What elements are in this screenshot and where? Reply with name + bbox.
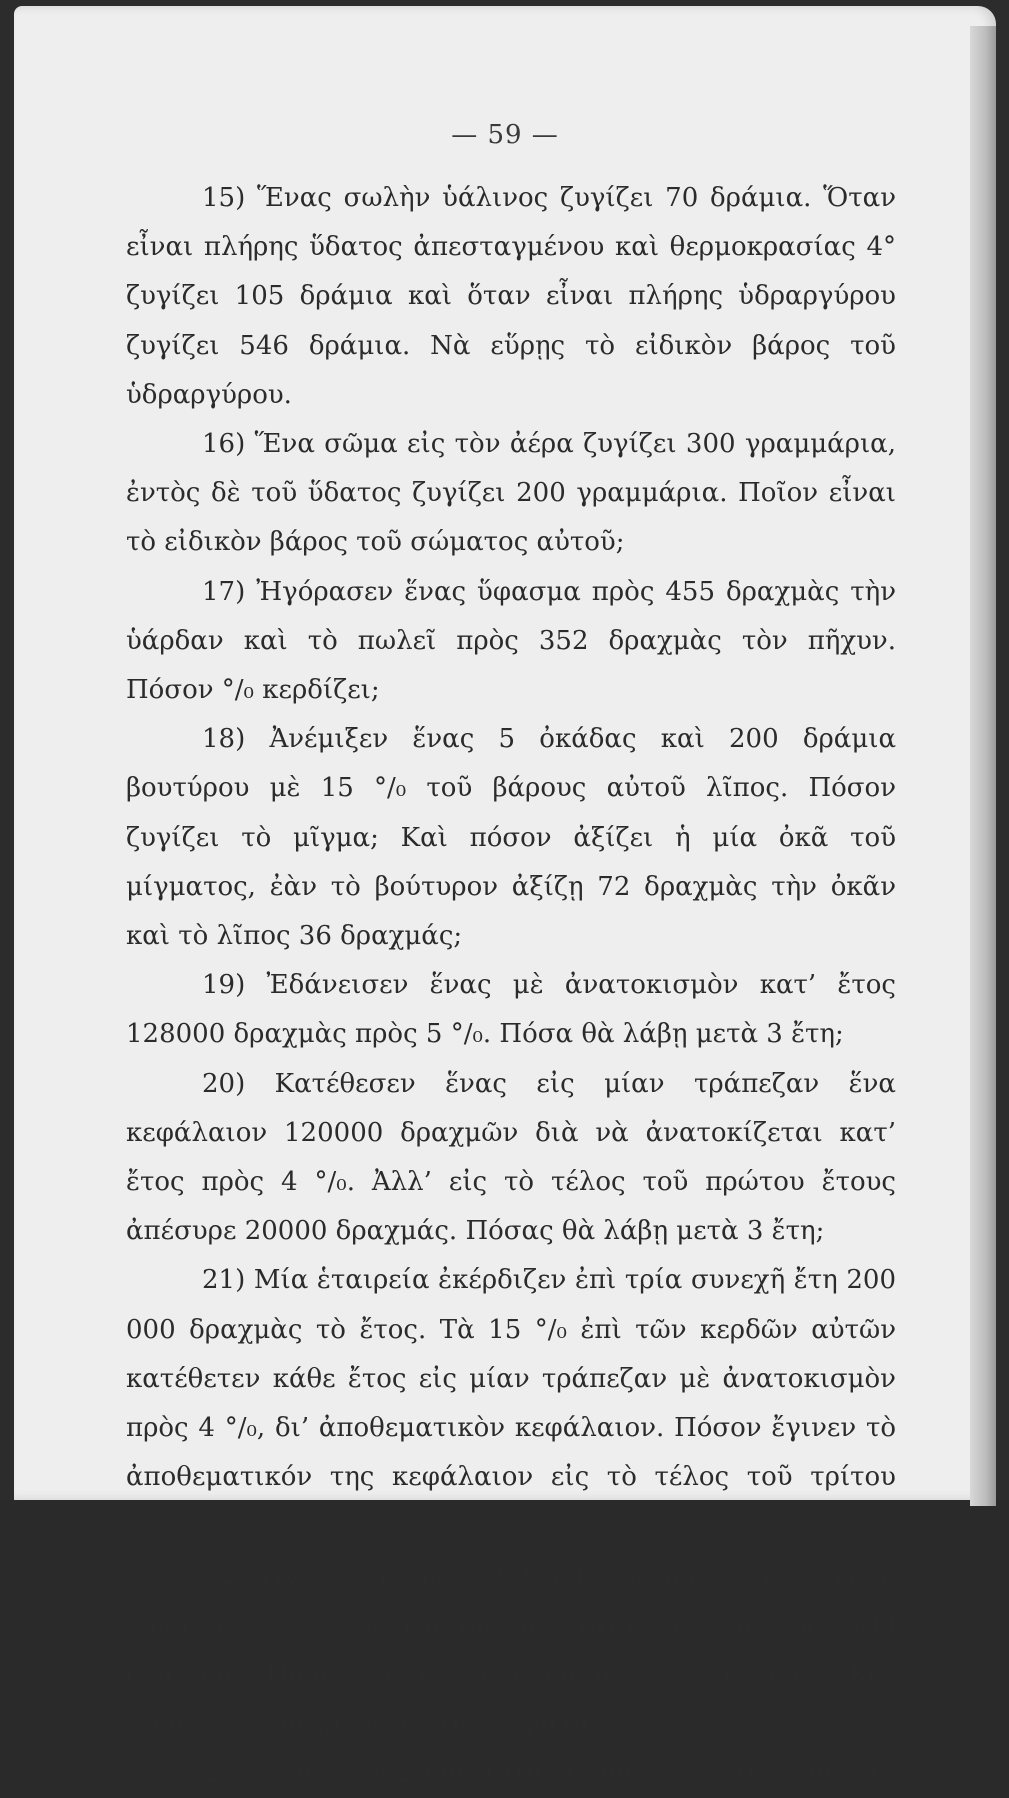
page-edge-shadow — [970, 26, 996, 1506]
problem-16: 16) Ἕνα σῶμα εἰς τὸν ἀέρα ζυγίζει 300 γραμμάρια, ἐντὸς δὲ τοῦ ὕδατος ζυγίζει 200 γραμμάρια. Ποῖον εἶναι τὸ εἰδικὸν βάρος τοῦ σώματος αὐτοῦ; — [126, 429, 896, 558]
problem-18: 18) Ἀνέμιξεν ἕνας 5 ὀκάδας καὶ 200 δράμια βουτύρου μὲ 15 °/₀ τοῦ βάρους αὐτοῦ λῖπος. Πόσον ζυγίζει τὸ μῖγμα; Καὶ πόσον ἀξίζει ἡ μία ὀκᾶ τοῦ μίγματος, ἐὰν τὸ βούτυρον ἀξίζῃ 72 δραχμὰς τὴν ὀκᾶν καὶ τὸ λῖπος 36 δραχμάς; — [126, 724, 896, 952]
problem-23: 23) Ἕνας ἔχει 2 ποιότητας οἴνου. Ἡ πρώτη ποιότης — [202, 1757, 885, 1788]
page-number: — 59 — — [451, 120, 559, 150]
book-page — [14, 6, 996, 1788]
problem-15: 15) Ἕνας σωλὴν ὑάλινος ζυγίζει 70 δράμια. Ὅταν εἶναι πλήρης ὕδατος ἀπεσταγμένου καὶ θερμοκρασίας 4° ζυγίζει 105 δράμια καὶ ὅταν εἶναι πλήρης ὑδραργύρου ζυγίζει 546 δράμια. Νὰ εὕρῃς τὸ εἰδικὸν βάρος τοῦ ὑδραργύρου. — [126, 183, 896, 410]
page-body-text — [126, 174, 896, 1798]
problem-20: 20) Κατέθεσεν ἕνας εἰς μίαν τράπεζαν ἕνα κεφάλαιον 120000 δραχμῶν διὰ νὰ ἀνατοκίζεται κατ’ ἔτος πρὸς 4 °/₀. Ἀλλ’ εἰς τὸ τέλος τοῦ πρώτου ἔτους ἀπέσυρε 20000 δραχμάς. Πόσας θὰ λάβῃ μετὰ 3 ἔτη; — [126, 1068, 896, 1247]
problem-21: 21) Μία ἑταιρεία ἐκέρδιζεν ἐπὶ τρία συνεχῆ ἔτη 200 000 δραχμὰς τὸ ἔτος. Τὰ 15 °/₀ ἐπὶ τῶν κερδῶν αὐτῶν κατέθετεν κάθε ἔτος εἰς μίαν τράπεζαν μὲ ἀνατοκισμὸν πρὸς 4 °/₀, δι’ ἀποθεματικὸν κεφάλαιον. Πόσον ἔγινεν τὸ ἀποθεματικόν της κεφάλαιον εἰς τὸ τέλος τοῦ τρίτου ἔτους; — [126, 1265, 896, 1542]
problem-17: 17) Ἠγόρασεν ἕνας ὕφασμα πρὸς 455 δραχμὰς τὴν ὑάρδαν καὶ τὸ πωλεῖ πρὸς 352 δραχμὰς τὸν πῆχυν. Πόσον °/₀ κερδίζει; — [126, 576, 896, 706]
problem-19: 19) Ἐδάνεισεν ἕνας μὲ ἀνατοκισμὸν κατ’ ἔτος 128000 δραχμὰς πρὸς 5 °/₀. Πόσα θὰ λάβῃ μετὰ 3 ἔτη; — [126, 970, 896, 1050]
problem-22: 22) Ἠγόρασεν ἕνας 500 μετοχὰς πρὸς 85 δραχμὰς τὴν μίαν. Ἔλαβε δὲ μέρισμα ἀπὸ αὐτὰς εἰς ἕνα ἔτος 3400 δραχμάς. Πόσον εἶναι τὸ μέρισμα κατὰ μετοχήν; Καὶ πόσον °/₀ τοῦ ἔρχονται τὰ χρήματά του; — [126, 1560, 896, 1739]
